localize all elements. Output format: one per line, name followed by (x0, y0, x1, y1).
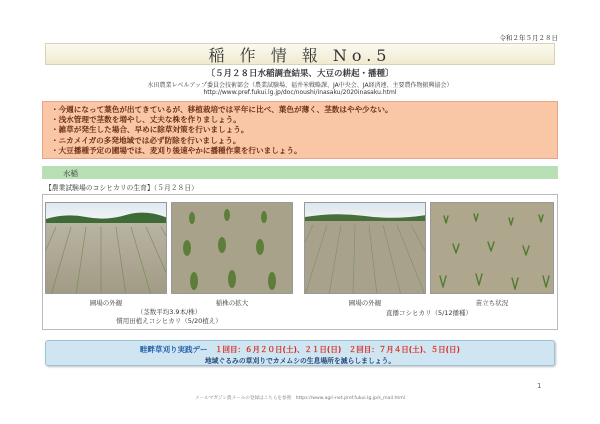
summary-box (42, 101, 558, 159)
photo-label: 苗立ち状況 (475, 299, 509, 307)
photo-note: （茎数平均3.9本/株） (136, 308, 202, 316)
banner-message: 地域ぐるみの草刈りでカメムシの生息場所を減らしましょう。 (204, 357, 396, 365)
section-header (42, 166, 558, 179)
page-number: 1 (537, 382, 542, 390)
subtitle: 〔５月２８日水稲調査結果、大豆の耕起・播種〕 (206, 69, 394, 79)
photo-panel (42, 194, 558, 330)
photo-caption: 【農業試験場のコシヒカリの生育】（５月２８日） (45, 184, 198, 192)
photo-note: 直播コシヒカリ（5/12播種） (385, 309, 473, 317)
photo-label: 稲株の拡大 (215, 299, 249, 307)
seedling-status-photo (430, 202, 554, 294)
photo-label: 圃場の外観 (89, 299, 123, 307)
page-title: 稲 作 情 報 No.5 (208, 45, 392, 65)
footer-note: メールマガジン農メールの登録はこちらを参照 https://www.agri-net.pref.fukui.lg.jp/s_mail.html (195, 396, 405, 401)
field-overview-photo (45, 202, 167, 294)
banner-headline (46, 344, 554, 355)
direct-seed-field-photo (304, 202, 426, 294)
summary-item: ・雑草が発生した場合、早めに除草対策を行いましょう。 (51, 125, 249, 135)
summary-item: ・大豆播種予定の圃場では、麦刈り後速やかに播種作業を行いましょう。 (51, 145, 302, 155)
weeding-day-banner (45, 340, 555, 366)
photo-note: 慣用田植えコシヒカリ（5/20植え） (116, 317, 222, 325)
organization-line: 水田農業レベルアップ委員会技術部会（農業試験場、福井米戦略課、JA中央会、JA経済連、主要農作物振興協会） (147, 82, 453, 89)
issue-date: 令和２年５月２８日 (499, 34, 558, 42)
banner-dates: １回目：６月２０日(土)、２１日(日) ２回目：７月４日(土)、５日(日) (215, 345, 460, 354)
banner-prefix: 畦畔草刈り実践デー (140, 345, 216, 354)
plant-closeup-photo (171, 202, 293, 294)
source-url[interactable]: http://www.pref.fukui.lg.jp/doc/noushi/inasaku/2020inasaku.html (203, 89, 397, 96)
title-box (45, 43, 555, 65)
summary-item: ・浅水管理で茎数を増やし、丈夫な株を作りましょう。 (51, 115, 241, 125)
summary-item: ・今週になって葉色が出てきているが、移植栽培では平年に比べ、葉色が薄く、茎数はやや少ない。 (51, 105, 393, 114)
section-title: 水稲 (63, 169, 78, 178)
photo-label: 圃場の外観 (348, 299, 382, 307)
summary-item: ・ニカメイガの多発地域では必ず防除を行いましょう。 (51, 135, 241, 145)
